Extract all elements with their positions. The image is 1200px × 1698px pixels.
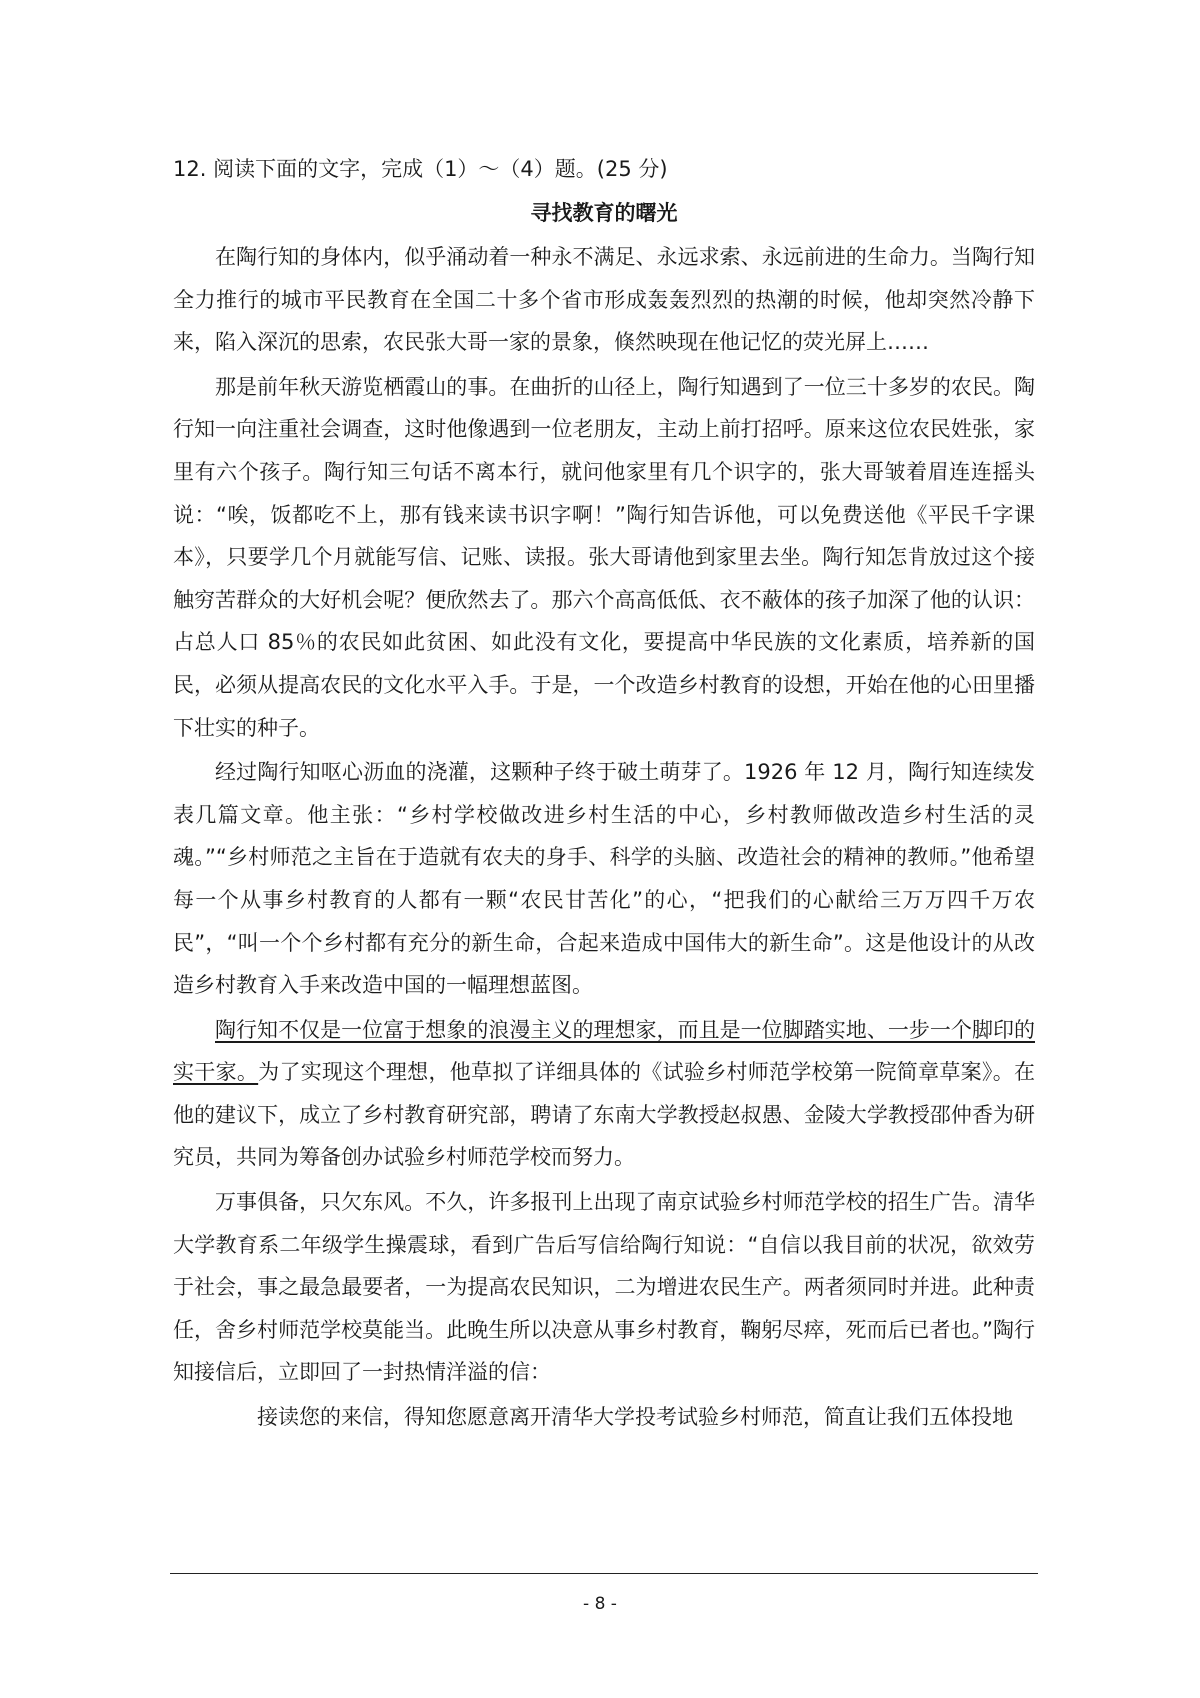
page-body xyxy=(173,152,1035,1441)
paragraph-5: 万事俱备，只欠东风。不久，许多报刊上出现了南京试验乡村师范学校的招生广告。清华大学教育系二年级学生操震球，看到广告后写信给陶行知说：“自信以我目前的状况，欲效劳于社会，事之最急最要者，一为提高农民知识，二为增进农民生产。两者须同时并进。此种责任，舍乡村师范学校莫能当。此晚生所以决意从事乡村教育，鞠躬尽瘁，死而后已者也。”陶行知接信后，立即回了一封热情洋溢的信： xyxy=(173,1190,1035,1385)
paragraph-3: 经过陶行知呕心沥血的浇灌，这颗种子终于破土萌芽了。1926 年 12 月，陶行知连续发表几篇文章。他主张：“乡村学校做改进乡村生活的中心，乡村教师做改造乡村生活的灵魂。”“乡村师范之主旨在于造就有农夫的身手、科学的头脑、改造社会的精神的教师。”他希望每一个从事乡村教育的人都有一颗“农民甘苦化”的心，“把我们的心献给三万万四千万农民”，“叫一个个乡村都有充分的新生命，合起来造成中国伟大的新生命”。这是他设计的从改造乡村教育入手来改造中国的一幅理想蓝图。 xyxy=(173,760,1035,998)
footer-divider xyxy=(170,1573,1038,1574)
paragraph-4-rest: 为了实现这个理想，他草拟了详细具体的《试验乡村师范学校第一院简章草案》。在他的建议下，成立了乡村教育研究部，聘请了东南大学教授赵叔愚、金陵大学教授邵仲香为研究员，共同为筹备创办试验乡村师范学校而努力。 xyxy=(173,1060,1036,1170)
question-header: 12. 阅读下面的文字，完成（1）～（4）题。(25 分) xyxy=(173,157,668,181)
page-number: - 8 - xyxy=(583,1594,617,1614)
paragraph-2: 那是前年秋天游览栖霞山的事。在曲折的山径上，陶行知遇到了一位三十多岁的农民。陶行知一向注重社会调查，这时他像遇到一位老朋友，主动上前打招呼。原来这位农民姓张，家里有六个孩子。陶行知三句话不离本行，就问他家里有几个识字的，张大哥皱着眉连连摇头说：“唉，饭都吃不上，那有钱来读书识字啊！”陶行知告诉他，可以免费送他《平民千字课本》，只要学几个月就能写信、记账、读报。张大哥请他到家里去坐。陶行知怎肯放过这个接触穷苦群众的大好机会呢？便欣然去了。那六个高高低低、衣不蔽体的孩子加深了他的认识：占总人口 85％的农民如此贫困、如此没有文化，要提高中华民族的文化素质，培养新的国民，必须从提高农民的文化水平入手。于是，一个改造乡村教育的设想，开始在他的心田里播下壮实的种子。 xyxy=(173,374,1035,740)
underlined-sentence: 陶行知不仅是一位富于想象的浪漫主义的理想家，而且是一位脚踏实地、一步一个脚印的实干家。 xyxy=(173,1017,1035,1085)
paragraph-4 xyxy=(173,1009,1035,1179)
letter-opening: 接读您的来信，得知您愿意离开清华大学投考试验乡村师范，简直让我们五体投地 xyxy=(257,1405,1013,1430)
paragraph-1: 在陶行知的身体内，似乎涌动着一种永不满足、永远求索、永远前进的生命力。当陶行知全力推行的城市平民教育在全国二十多个省市形成轰轰烈烈的热潮的时候，他却突然冷静下来，陷入深沉的思索，农民张大哥一家的景象，倏然映现在他记忆的荧光屏上…… xyxy=(173,245,1035,355)
article-title: 寻找教育的曙光 xyxy=(530,201,678,225)
